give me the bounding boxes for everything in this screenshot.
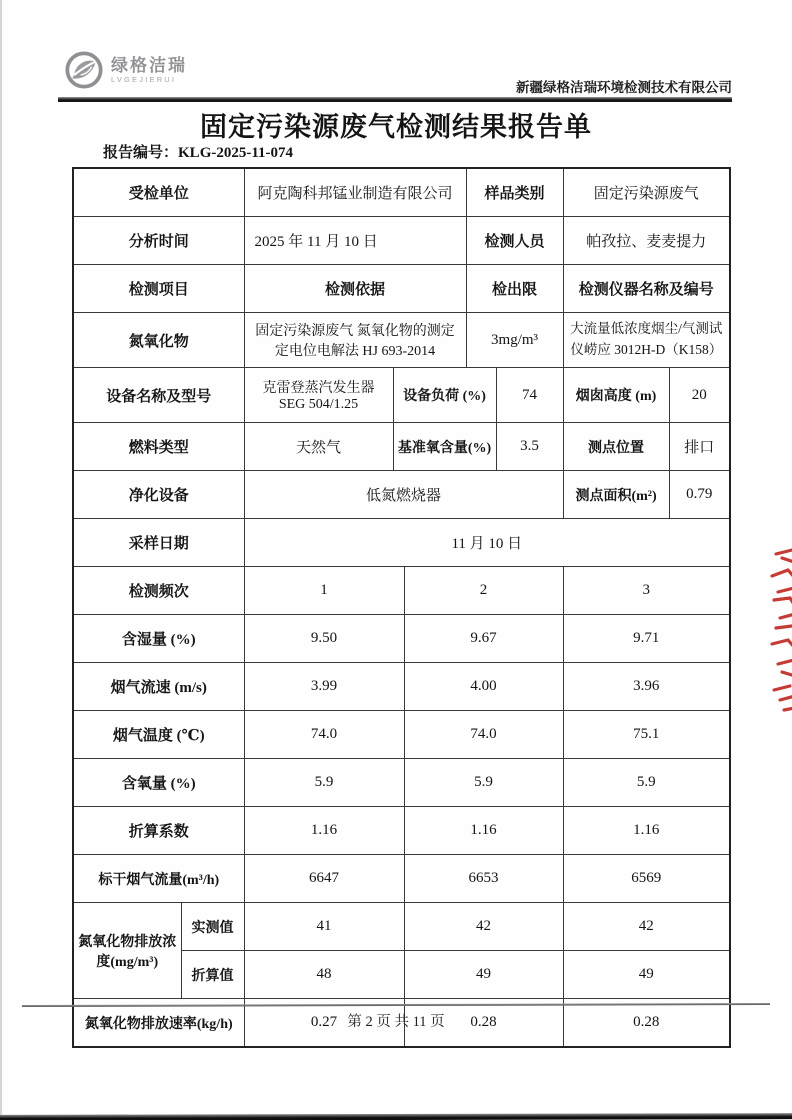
col-header-detection-limit: 检出限 [466, 265, 563, 313]
measured-1: 41 [244, 903, 404, 951]
oxygen-1: 5.9 [244, 759, 404, 807]
humidity-3: 9.71 [563, 615, 730, 663]
row-flue-flow [73, 855, 730, 903]
row-equipment [73, 368, 730, 423]
velocity-2: 4.00 [404, 663, 563, 711]
inspected-unit-value: 阿克陶科邦锰业制造有限公司 [244, 168, 466, 217]
col-header-basis: 检测依据 [244, 265, 466, 313]
row-fuel [73, 423, 730, 471]
coefficient-3: 1.16 [563, 807, 730, 855]
red-stamp-fragment [762, 548, 792, 718]
row-coefficient [73, 807, 730, 855]
logo-wordmark [111, 57, 187, 84]
temperature-label: 烟气温度 (℃) [73, 711, 244, 759]
nox-method-value: 固定污染源废气 氮氧化物的测定 定电位电解法 HJ 693-2014 [244, 313, 466, 368]
converted-1: 48 [244, 951, 404, 999]
row-nox-measured [73, 903, 730, 951]
frequency-label: 检测频次 [73, 567, 244, 615]
flue-flow-2: 6653 [404, 855, 563, 903]
nox-rate-1: 0.27 [244, 999, 404, 1048]
row-temperature [73, 711, 730, 759]
point-position-label: 测点位置 [563, 423, 669, 471]
nox-rate-3: 0.28 [563, 999, 730, 1048]
point-area-label: 测点面积(m²) [563, 471, 669, 519]
ref-oxygen-value: 3.5 [496, 423, 563, 471]
result-table [72, 167, 731, 1048]
stack-height-label: 烟囱高度 (m) [563, 368, 669, 423]
nox-concentration-label: 氮氧化物排放浓度(mg/m³) [73, 903, 181, 999]
page-title: 固定污染源废气检测结果报告单 [200, 112, 592, 142]
fuel-type-label: 燃料类型 [73, 423, 244, 471]
inspected-unit-label: 受检单位 [73, 168, 244, 217]
coefficient-1: 1.16 [244, 807, 404, 855]
logo-en-text: LVGEJIERUI [111, 74, 177, 84]
nox-rate-label: 氮氧化物排放速率(kg/h) [73, 999, 244, 1048]
nox-rate-2: 0.28 [404, 999, 563, 1048]
page-number: 第 2 页 共 11 页 [347, 1014, 445, 1030]
logo-globe-leaf-icon [64, 50, 104, 90]
equipment-load-value: 74 [496, 368, 563, 423]
analysis-time-label: 分析时间 [73, 217, 244, 265]
row-nox-method [73, 313, 730, 368]
temperature-1: 74.0 [244, 711, 404, 759]
humidity-1: 9.50 [244, 615, 404, 663]
scan-bottom-edge [0, 1113, 792, 1120]
equipment-load-label: 设备负荷 (%) [393, 368, 496, 423]
report-number-label: 报告编号： [103, 145, 179, 161]
equipment-name-value: 克雷登蒸汽发生器 SEG 504/1.25 [244, 368, 393, 423]
oxygen-3: 5.9 [563, 759, 730, 807]
nox-instrument: 大流量低浓度烟尘/气测试仪崂应 3012H-D（K158） [563, 313, 730, 368]
sample-type-label: 样品类别 [466, 168, 563, 217]
row-inspected-unit [73, 168, 730, 217]
measured-2: 42 [404, 903, 563, 951]
frequency-1: 1 [244, 567, 404, 615]
row-frequency [73, 567, 730, 615]
velocity-label: 烟气流速 (m/s) [73, 663, 244, 711]
row-sampling-date [73, 519, 730, 567]
frequency-3: 3 [563, 567, 730, 615]
purification-value: 低氮燃烧器 [244, 471, 563, 519]
velocity-3: 3.96 [563, 663, 730, 711]
fuel-type-value: 天然气 [244, 423, 393, 471]
report-number-value: KLG-2025-11-074 [178, 145, 294, 161]
scan-edge-line [0, 0, 2, 1120]
nox-item-label: 氮氧化物 [73, 313, 244, 368]
converted-sublabel: 折算值 [181, 951, 244, 999]
personnel-value: 帕孜拉、麦麦提力 [563, 217, 730, 265]
row-velocity [73, 663, 730, 711]
frequency-2: 2 [404, 567, 563, 615]
sampling-date-value: 11 月 10 日 [244, 519, 730, 567]
flue-flow-1: 6647 [244, 855, 404, 903]
equipment-name-label: 设备名称及型号 [73, 368, 244, 423]
sampling-date-label: 采样日期 [73, 519, 244, 567]
humidity-label: 含湿量 (%) [73, 615, 244, 663]
coefficient-label: 折算系数 [73, 807, 244, 855]
humidity-2: 9.67 [404, 615, 563, 663]
point-position-value: 排口 [669, 423, 730, 471]
col-header-item: 检测项目 [73, 265, 244, 313]
result-table-wrapper [72, 167, 731, 1048]
personnel-label: 检测人员 [466, 217, 563, 265]
flue-flow-label: 标干烟气流量(m³/h) [73, 855, 244, 903]
row-analysis-time [73, 217, 730, 265]
stack-height-value: 20 [669, 368, 730, 423]
flue-flow-3: 6569 [563, 855, 730, 903]
row-oxygen [73, 759, 730, 807]
analysis-time-value: 2025 年 11 月 10 日 [244, 217, 466, 265]
company-logo [64, 50, 187, 90]
nox-detection-limit: 3mg/m³ [466, 313, 563, 368]
velocity-1: 3.99 [244, 663, 404, 711]
converted-3: 49 [563, 951, 730, 999]
oxygen-label: 含氧量 (%) [73, 759, 244, 807]
col-header-instrument: 检测仪器名称及编号 [563, 265, 730, 313]
point-area-value: 0.79 [669, 471, 730, 519]
row-purification [73, 471, 730, 519]
header-divider [58, 97, 732, 102]
coefficient-2: 1.16 [404, 807, 563, 855]
sample-type-value: 固定污染源废气 [563, 168, 730, 217]
report-number [103, 141, 293, 162]
temperature-2: 74.0 [404, 711, 563, 759]
row-humidity [73, 615, 730, 663]
purification-label: 净化设备 [73, 471, 244, 519]
converted-2: 49 [404, 951, 563, 999]
oxygen-2: 5.9 [404, 759, 563, 807]
temperature-3: 75.1 [563, 711, 730, 759]
row-column-headers [73, 265, 730, 313]
ref-oxygen-label: 基准氧含量(%) [393, 423, 496, 471]
measured-3: 42 [563, 903, 730, 951]
measured-sublabel: 实测值 [181, 903, 244, 951]
company-name: 新疆绿格洁瑞环境检测技术有限公司 [516, 80, 732, 95]
logo-cn-text: 绿格洁瑞 [111, 55, 187, 75]
